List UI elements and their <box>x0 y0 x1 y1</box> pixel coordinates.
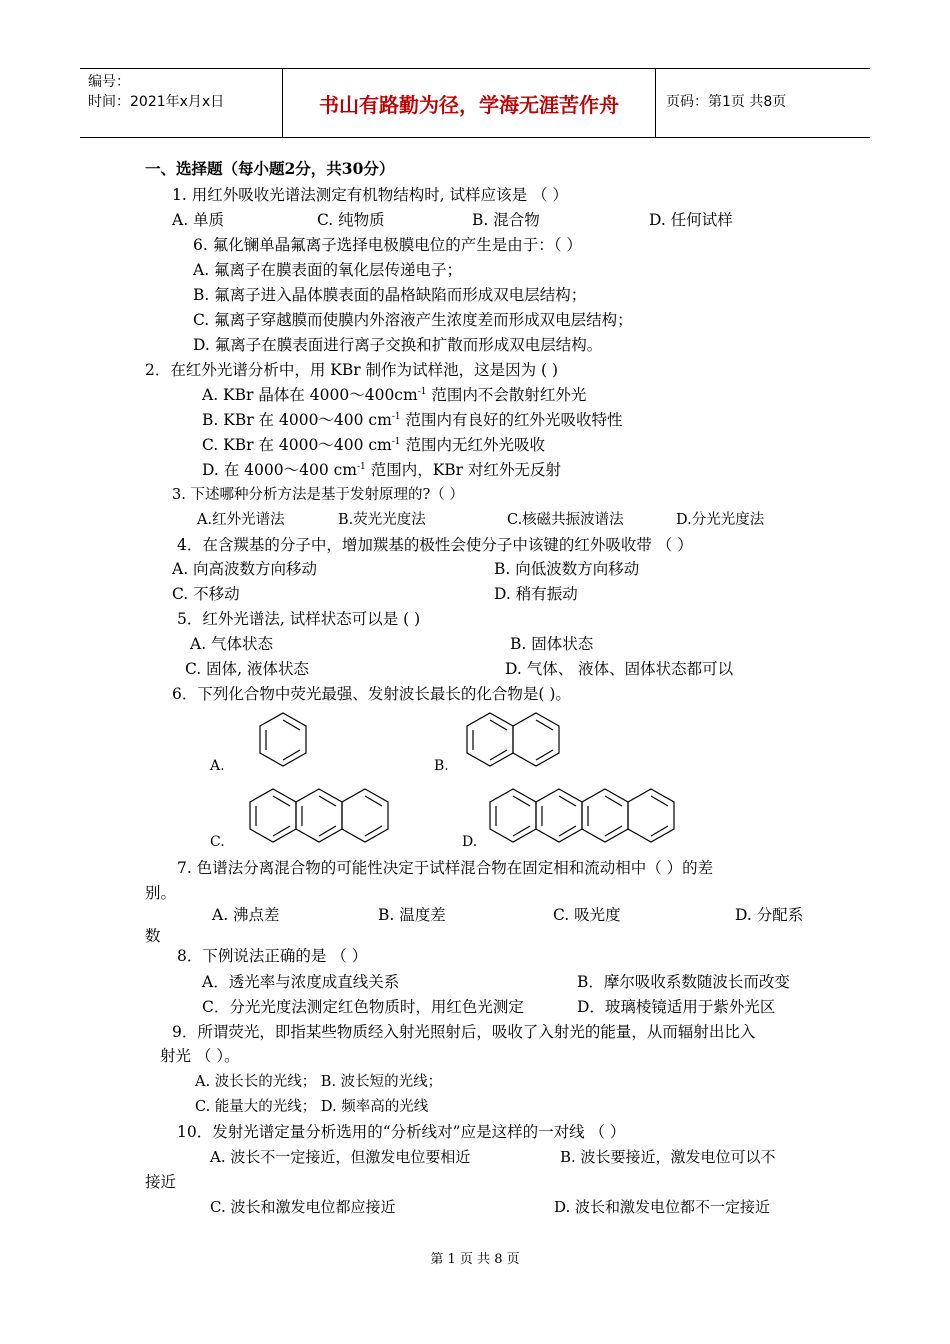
q6a-stem: 6. 氟化镧单晶氟离子选择电极膜电位的产生是由于：（ ） <box>193 236 582 254</box>
q5-option-d: D. 气体、 液体、固体状态都可以 <box>505 660 734 678</box>
code-label: 编号： <box>88 74 130 90</box>
q7-stem-cont: 别。 <box>145 884 177 902</box>
q5-option-b: B. 固体状态 <box>510 635 594 653</box>
q8-option-b: B．摩尔吸收系数随波长而改变 <box>577 973 790 991</box>
q3-option-b: B.荧光光度法 <box>338 512 426 528</box>
q10-option-a: A. 波长不一定接近，但激发电位要相近 <box>210 1148 471 1166</box>
q4-option-d: D. 稍有振动 <box>494 585 578 603</box>
q2-option-b: B. KBr 在 4000～400 $cm^{-1}$ 范围内有良好的红外光吸收特性 <box>202 411 623 429</box>
q6b-option-b: B. <box>434 758 449 774</box>
q6a-option-b: B. 氟离子进入晶体膜表面的晶格缺陷而形成双电层结构； <box>193 286 587 304</box>
q7-option-d-cont: 数 <box>145 927 161 945</box>
q5-option-c: C. 固体, 液体状态 <box>185 660 310 678</box>
benzene-structure <box>255 710 311 770</box>
q7-option-a: A. 沸点差 <box>212 906 280 924</box>
q9-stem: 9．所谓荧光，即指某些物质经入射光照射后，吸收了入射光的能量，从而辐射出比入 <box>172 1023 756 1041</box>
q2-option-d: D. 在 4000～400 $cm^{-1}$ 范围内，KBr 对红外无反射 <box>202 461 562 479</box>
q9-options-cd: C. 能量大的光线； D. 频率高的光线 <box>195 1099 429 1115</box>
motto: 书山有路勤为径，学海无涯苦作舟 <box>282 69 656 137</box>
q2-option-a: A. KBr 晶体在 $4000\sim 400cm^{-1}$ 范围内不会散射红外光 <box>202 386 587 404</box>
section-title: 一、选择题（每小题2分，共30分） <box>145 159 395 178</box>
page-header <box>80 68 870 138</box>
q4-option-c: C. 不移动 <box>172 585 240 603</box>
tetracene-structure <box>485 786 683 846</box>
q4-option-b: B. 向低波数方向移动 <box>494 560 640 578</box>
naphthalene-structure <box>462 710 568 770</box>
q8-stem: 8．下例说法正确的是 （ ） <box>177 947 368 965</box>
time-label: 时间：2021年x月x日 <box>88 94 225 110</box>
q10-stem: 10．发射光谱定量分析选用的“分析线对”应是这样的一对线 （ ） <box>177 1123 626 1141</box>
anthracene-structure <box>245 786 397 846</box>
q10-option-b-cont: 接近 <box>145 1173 177 1191</box>
q1-option-c: C. 纯物质 <box>317 211 385 229</box>
q1-option-b: B. 混合物 <box>472 211 540 229</box>
q6a-option-d: D. 氟离子在膜表面进行离子交换和扩散而形成双电层结构。 <box>193 336 603 354</box>
q6b-option-a: A. <box>210 758 225 774</box>
q2-stem: 2．在红外光谱分析中，用 KBr 制作为试样池，这是因为 ( ) <box>145 361 559 379</box>
q9-stem-cont: 射光 （ ）。 <box>160 1047 240 1065</box>
header-left-cell <box>80 69 280 137</box>
q6b-option-c: C. <box>210 834 225 850</box>
q1-option-d: D. 任何试样 <box>649 211 733 229</box>
q1-option-a: A. 单质 <box>172 211 225 229</box>
q9-options-ab: A. 波长长的光线； B. 波长短的光线； <box>195 1074 443 1090</box>
q5-stem: 5．红外光谱法, 试样状态可以是 ( ) <box>177 610 421 628</box>
q6a-option-a: A. 氟离子在膜表面的氧化层传递电子； <box>193 261 463 279</box>
q1-stem: 1. 用红外吸收光谱法测定有机物结构时, 试样应该是 （ ） <box>172 186 568 204</box>
q6b-option-d: D. <box>462 834 478 850</box>
q2-option-c: C. KBr 在 4000～400 $cm^{-1}$ 范围内无红外光吸收 <box>202 436 545 454</box>
q10-option-c: C. 波长和激发电位都应接近 <box>210 1198 396 1216</box>
page-footer: 第 1 页 共 8 页 <box>430 1252 520 1267</box>
q5-option-a: A. 气体状态 <box>190 635 274 653</box>
q8-option-d: D．玻璃棱镜适用于紫外光区 <box>577 998 776 1016</box>
q6b-stem: 6．下列化合物中荧光最强、发射波长最长的化合物是( )。 <box>172 685 571 703</box>
q4-option-a: A. 向高波数方向移动 <box>172 560 318 578</box>
q7-option-c: C. 吸光度 <box>553 906 621 924</box>
q3-option-c: C.核磁共振波谱法 <box>507 512 624 528</box>
q3-stem: 3. 下述哪种分析方法是基于发射原理的?（ ） <box>172 487 464 503</box>
q8-option-c: C．分光光度法测定红色物质时，用红色光测定 <box>202 998 524 1016</box>
q8-option-a: A．透光率与浓度成直线关系 <box>202 973 400 991</box>
page-info: 页码：第1页 共8页 <box>666 94 787 110</box>
q7-stem: 7. 色谱法分离混合物的可能性决定于试样混合物在固定相和流动相中（ ）的差 <box>177 859 714 877</box>
q7-option-b: B. 温度差 <box>378 906 446 924</box>
q7-option-d: D. 分配系 <box>735 906 804 924</box>
q4-stem: 4．在含羰基的分子中，增加羰基的极性会使分子中该键的红外吸收带 （ ） <box>177 536 693 554</box>
q10-option-b: B. 波长要接近，激发电位可以不 <box>560 1148 776 1166</box>
q6a-option-c: C. 氟离子穿越膜而使膜内外溶液产生浓度差而形成双电层结构； <box>193 311 633 329</box>
q3-option-a: A.红外光谱法 <box>197 512 285 528</box>
q10-option-d: D. 波长和激发电位都不一定接近 <box>554 1198 771 1216</box>
q3-option-d: D.分光光度法 <box>676 512 765 528</box>
